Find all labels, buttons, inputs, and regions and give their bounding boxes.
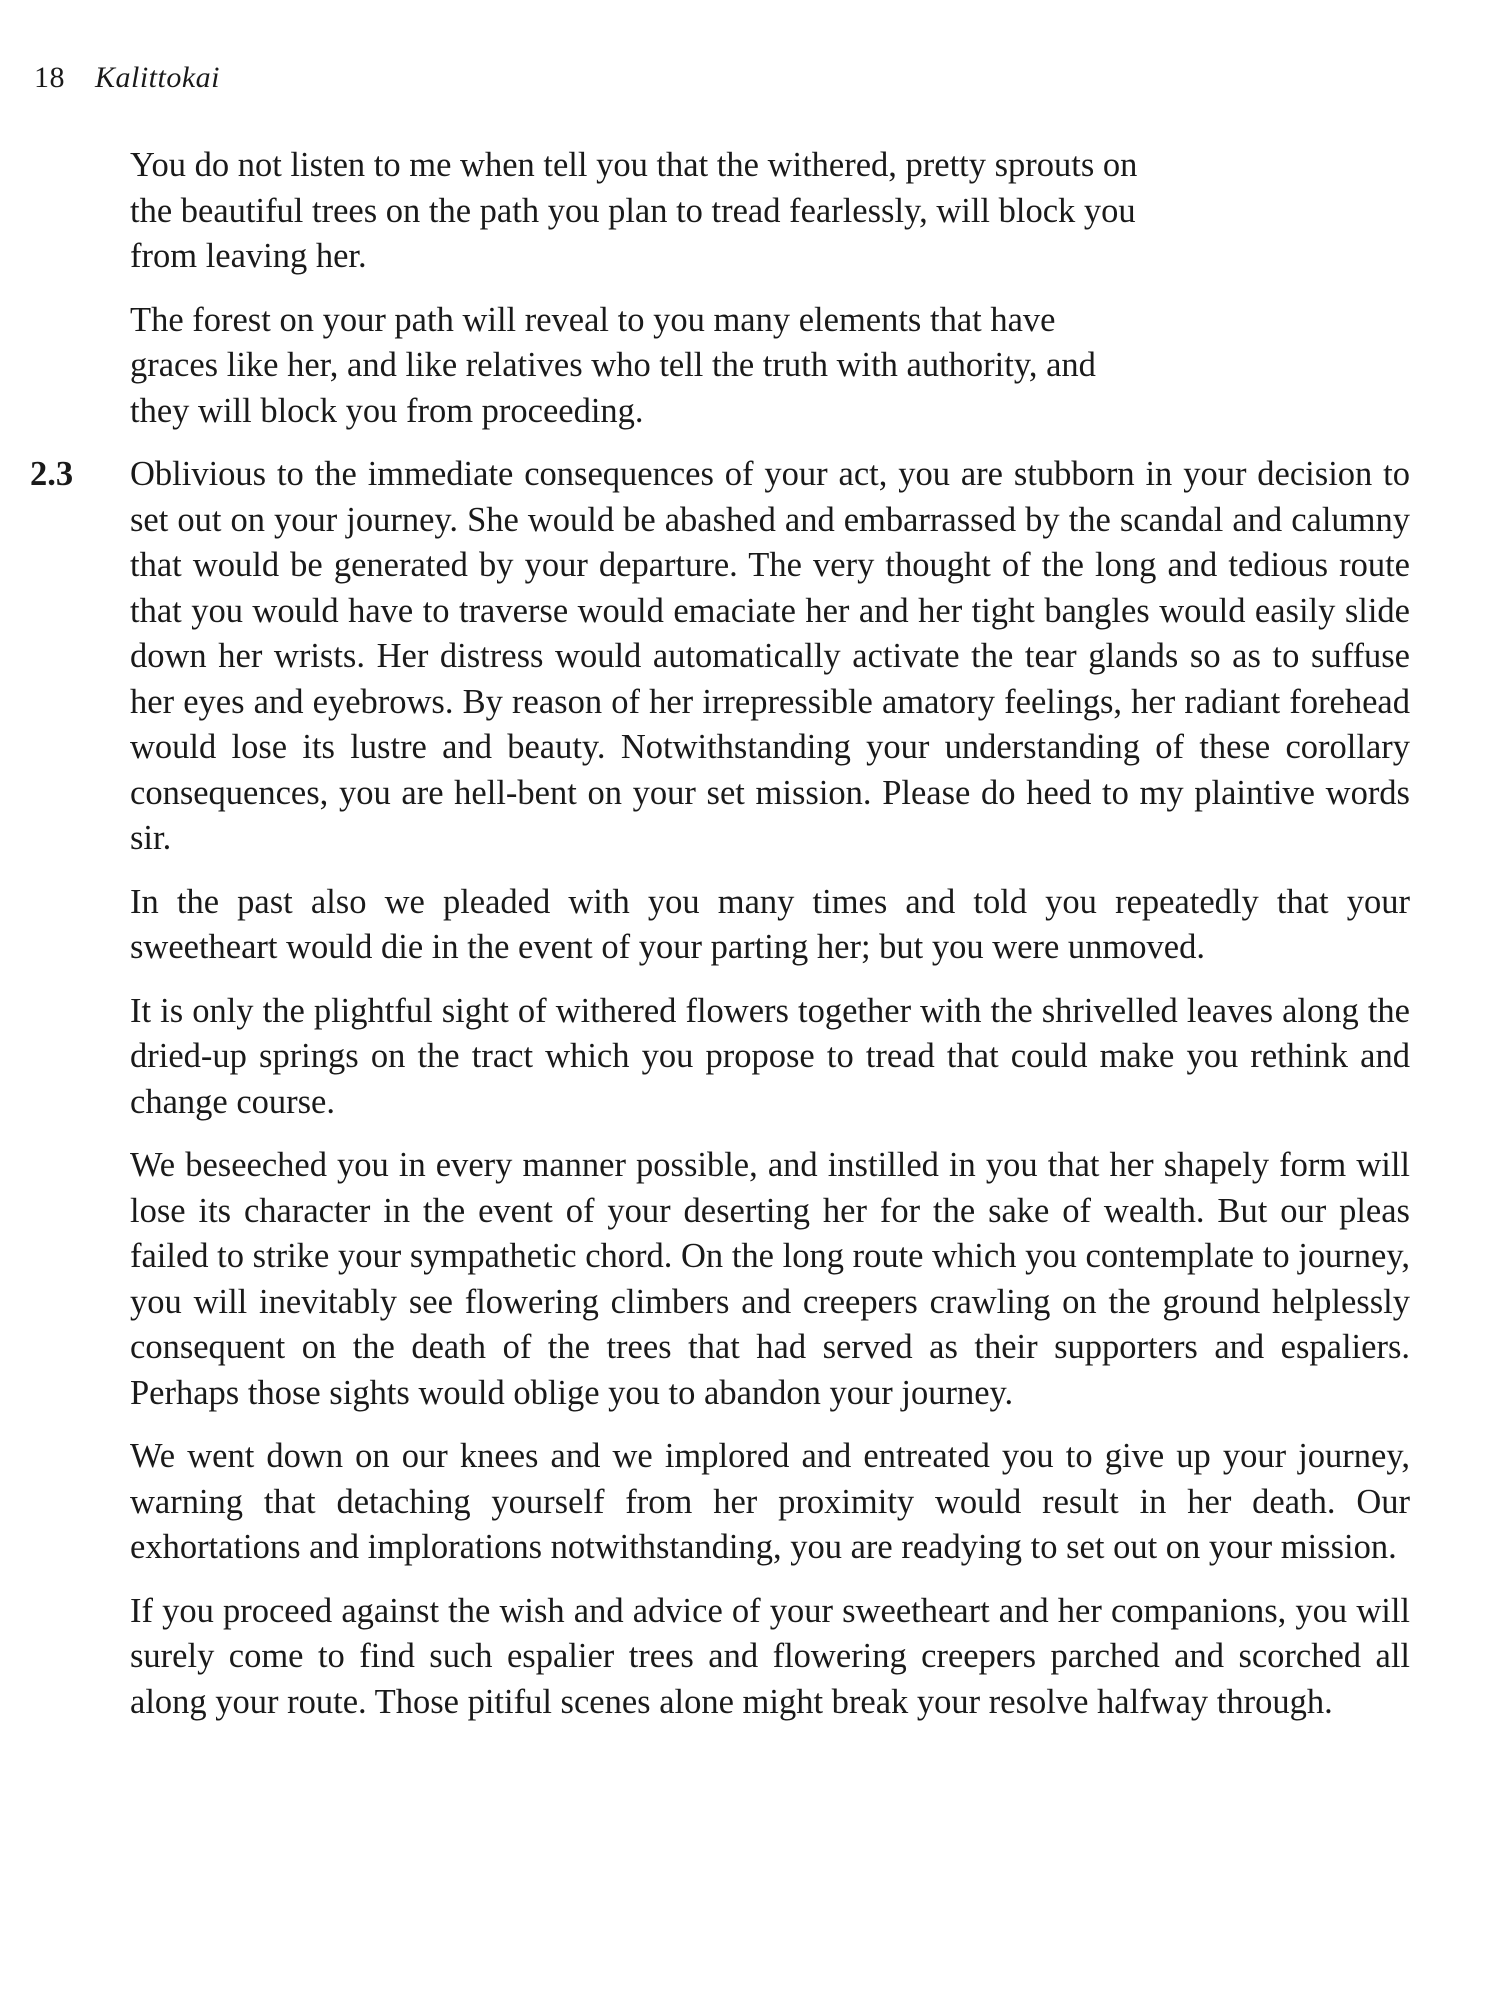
paragraph: The forest on your path will reveal to you many elements that have graces like her, and like relatives who tell the truth with authority, and they will block you from proceeding. (130, 300, 1096, 430)
running-head (34, 58, 220, 98)
paragraph: If you proceed against the wish and advice of your sweetheart and her companions, you will surely come to find such espalier trees and flowering creepers parched and scorched all along your route. Those pitiful scenes alone might break your resolve halfway through. (130, 1591, 1410, 1721)
paragraph: In the past also we pleaded with you many times and told you repeatedly that your sweetheart would die in the event of your parting her; but you were unmoved. (130, 882, 1410, 966)
paragraph: You do not listen to me when tell you that the withered, pretty sprouts on the beautiful trees on the path you plan to tread fearlessly, will block you from leaving her. (130, 146, 1138, 275)
body-text (30, 143, 1410, 1743)
paragraph: We went down on our knees and we implored and entreated you to give up your journey, warning that detaching yourself from her proximity would result in her death. Our exhortations and implorations notwithstanding, you are readying to set out on your mission. (130, 1437, 1410, 1566)
section-number: 2.3 (30, 455, 74, 493)
book-title: Kalittokai (95, 61, 220, 94)
page-number: 18 (34, 61, 65, 94)
paragraph: We beseeched you in every manner possible, and instilled in you that her shapely form will lose its character in the event of your deserting her for the sake of wealth. But our pleas failed to strike your sympathetic chord. On the long route which you contemplate to journey, you will inevitably see flowering climbers and creepers crawling on the ground helplessly consequent on the death of the trees that had served as their supporters and espaliers. Perhaps those sights would oblige you to abandon your journey. (130, 1146, 1410, 1412)
paragraph-text: Oblivious to the immediate consequences of your act, you are stubborn in your decision to set out on your journey. She would be abashed and embarrassed by the scandal and calumny that would be generated by your departure. The very thought of the long and tedious route that you would have to traverse would emaciate her and her tight bangles would easily slide down her wrists. Her distress would automatically activate the tear glands so as to suffuse her eyes and eyebrows. By reason of her irrepressible amatory feelings, her radiant forehead would lose its lustre and beauty. Notwithstanding your understanding of these corollary consequences, you are hell-bent on your set mission. Please do heed to my plaintive words sir. (130, 455, 1410, 857)
section-paragraph (30, 452, 1410, 862)
paragraph: It is only the plightful sight of withered flowers together with the shrivelled leaves along the dried-up springs on the tract which you propose to tread that could make you rethink and change course. (130, 991, 1410, 1121)
